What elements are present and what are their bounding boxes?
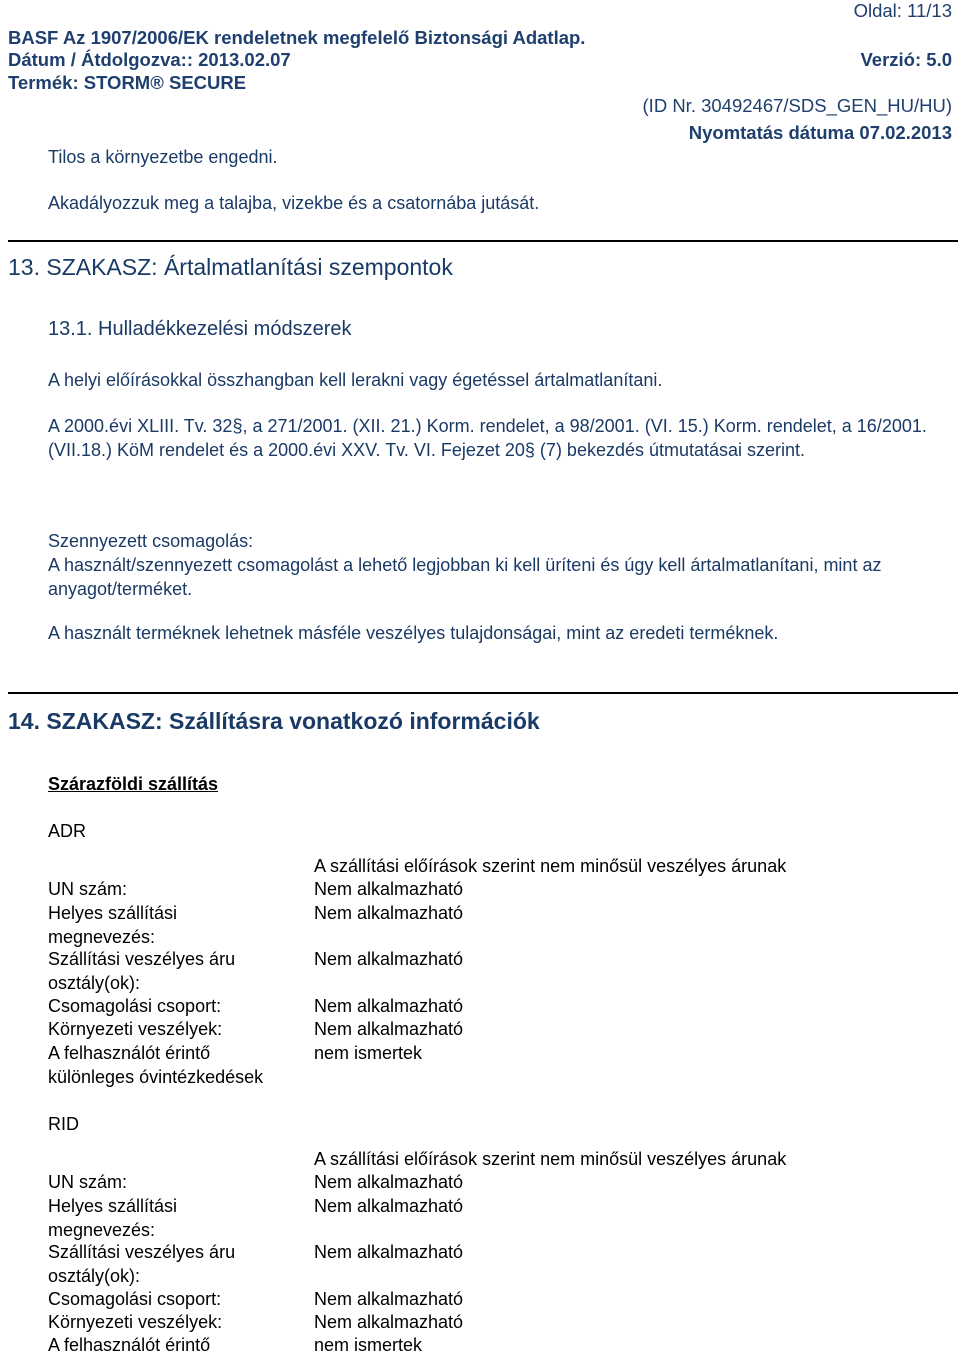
intro-line-2: Akadályozzuk meg a talajba, vizekbe és a csatornába jutását. (48, 193, 540, 213)
rid-label-packing-group: Csomagolási csoport: (48, 1289, 222, 1309)
rid-heading: RID (48, 1114, 79, 1134)
rid-value-packing-group: Nem alkalmazható (314, 1289, 464, 1309)
adr-label-environmental: Környezeti veszélyek: (48, 1019, 223, 1039)
section-14-title: 14. SZAKASZ: Szállításra vonatkozó információk (8, 708, 540, 734)
adr-label-packing-group: Csomagolási csoport: (48, 996, 222, 1016)
document-id: (ID Nr. 30492467/SDS_GEN_HU/HU) (642, 95, 952, 116)
contaminated-packaging-text: A használt/szennyezett csomagolást a lehető legjobban ki kell üríteni és úgy kell ártalmatlanítani, mint az anyagot/terméket. (48, 555, 882, 599)
rid-label-shipping-name: Helyes szállítási megnevezés: (48, 1196, 178, 1240)
page-number: Oldal: 11/13 (853, 0, 952, 21)
adr-label-shipping-name: Helyes szállítási megnevezés: (48, 903, 178, 947)
rid-label-hazard-class: Szállítási veszélyes áru osztály(ok): (48, 1242, 236, 1286)
adr-value-packing-group: Nem alkalmazható (314, 996, 464, 1016)
adr-value-environmental: Nem alkalmazható (314, 1019, 464, 1039)
rid-value-environmental: Nem alkalmazható (314, 1312, 464, 1332)
disposal-paragraph-2: A 2000.évi XLIII. Tv. 32§, a 271/2001. (XII. 21.) Korm. rendelet, a 98/2001. (VI. 15.) Korm. rendelet, a 16/2001. (VII.18.) KöM rendelet és a 2000.évi XXV. Tv. VI. Fejezet 20§ (7) bekezdés útmutatásai szerint. (48, 416, 927, 460)
adr-value-shipping-name: Nem alkalmazható (314, 903, 464, 923)
rid-label-precautions: A felhasználót érintő (48, 1335, 211, 1355)
rid-value-shipping-name: Nem alkalmazható (314, 1196, 464, 1216)
rid-value-un-number: Nem alkalmazható (314, 1172, 464, 1192)
rid-label-un-number: UN szám: (48, 1172, 128, 1192)
section-divider-14 (8, 692, 958, 694)
section-13-title: 13. SZAKASZ: Ártalmatlanítási szempontok (8, 254, 453, 280)
document-title: BASF Az 1907/2006/EK rendeletnek megfelelő Biztonsági Adatlap. (8, 27, 586, 48)
adr-label-precautions: A felhasználót érintő különleges óvintézkedések (48, 1043, 264, 1087)
adr-value-precautions: nem ismertek (314, 1043, 423, 1063)
revision-date: Dátum / Átdolgozva:: 2013.02.07 (8, 49, 291, 70)
rid-value-hazard-class: Nem alkalmazható (314, 1242, 464, 1262)
section-divider-13 (8, 240, 958, 242)
adr-value-un-number: Nem alkalmazható (314, 879, 464, 899)
rid-value-precautions: nem ismertek (314, 1335, 423, 1355)
adr-label-un-number: UN szám: (48, 879, 128, 899)
rid-label-environmental: Környezeti veszélyek: (48, 1312, 223, 1332)
contaminated-packaging-title: Szennyezett csomagolás: (48, 531, 254, 551)
product-name: Termék: STORM® SECURE (8, 72, 247, 93)
adr-heading: ADR (48, 821, 87, 841)
disposal-paragraph-1: A helyi előírásokkal összhangban kell lerakni vagy égetéssel ártalmatlanítani. (48, 370, 663, 390)
rid-note: A szállítási előírások szerint nem minősül veszélyes árunak (314, 1149, 787, 1169)
print-date: Nyomtatás dátuma 07.02.2013 (688, 122, 952, 143)
version: Verzió: 5.0 (860, 49, 952, 70)
intro-line-1: Tilos a környezetbe engedni. (48, 147, 278, 167)
adr-label-hazard-class: Szállítási veszélyes áru osztály(ok): (48, 949, 236, 993)
adr-value-hazard-class: Nem alkalmazható (314, 949, 464, 969)
section-13-1-title: 13.1. Hulladékkezelési módszerek (48, 318, 352, 340)
used-product-note: A használt terméknek lehetnek másféle veszélyes tulajdonságai, mint az eredeti terméknek. (48, 623, 779, 643)
adr-note: A szállítási előírások szerint nem minősül veszélyes árunak (314, 856, 787, 876)
land-transport-heading: Szárazföldi szállítás (48, 774, 219, 794)
